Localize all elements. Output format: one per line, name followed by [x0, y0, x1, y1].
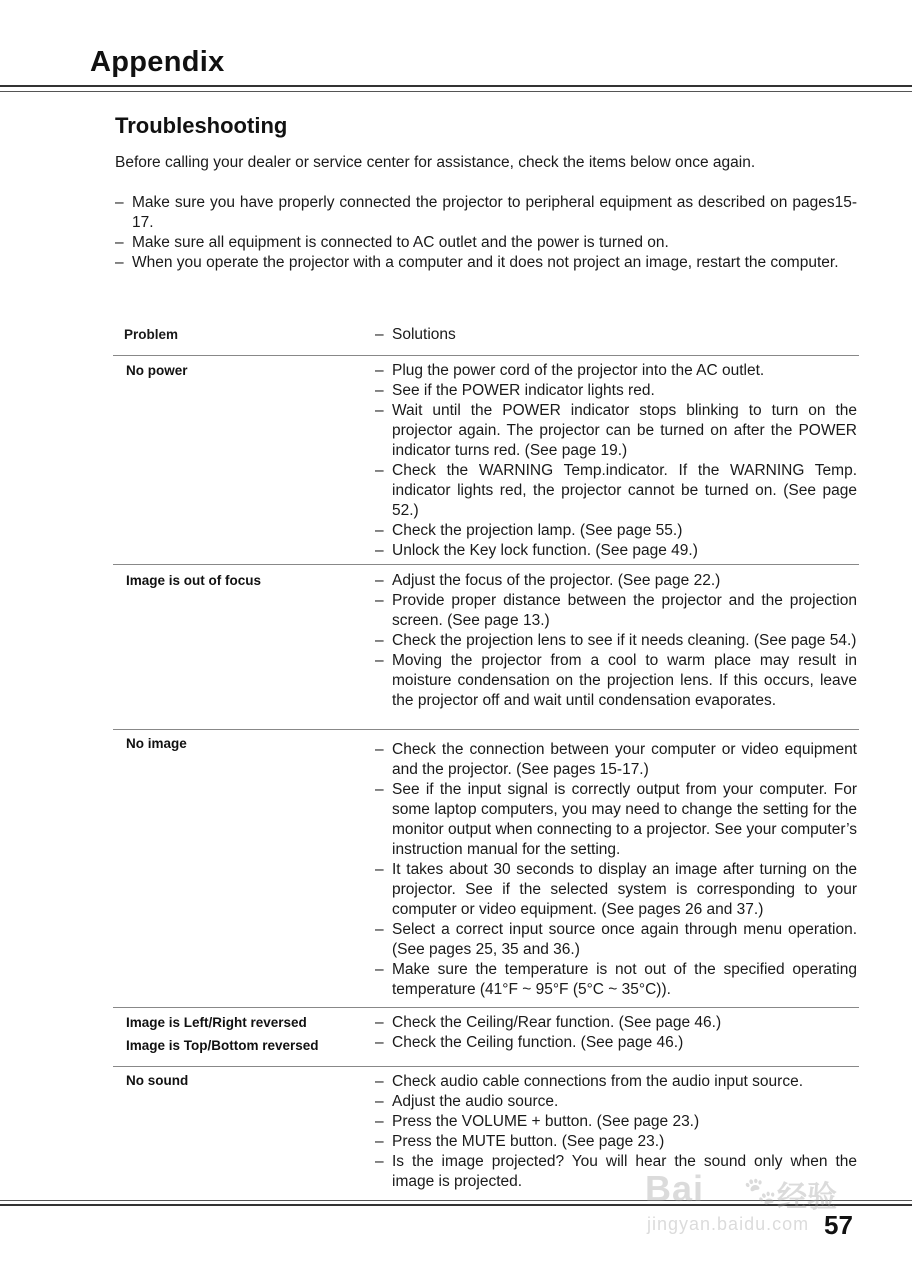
solution-item: – Wait until the POWER indicator stops blinking to turn on the projector again. The projector can be turned on after the POWER indicator turns red. (See page 19.) — [375, 402, 857, 459]
solutions-list — [375, 740, 857, 1000]
solutions-column-header — [375, 325, 857, 345]
watermark-logo: Bai — [645, 1168, 705, 1209]
precheck-text: When you operate the projector with a computer and it does not project an image, restart the computer. — [132, 254, 839, 271]
problem-label: Image is Top/Bottom reversed — [126, 1038, 319, 1053]
dash-mark: – — [375, 522, 384, 539]
solution-item: – Provide proper distance between the projector and the projection screen. (See page 13.) — [375, 592, 857, 629]
precheck-item — [115, 253, 857, 273]
dash-mark: – — [115, 194, 124, 211]
dash-mark: – — [375, 542, 384, 559]
precheck-item — [115, 233, 857, 253]
page-header-title: Appendix — [90, 46, 225, 78]
solution-item: – Plug the power cord of the projector into the AC outlet. — [375, 362, 765, 379]
solution-item: – It takes about 30 seconds to display an image after turning on the projector. See if the selected system is corresponding to your computer or video equipment. (See pages 26 and 37.) — [375, 861, 857, 918]
table-header-row — [113, 325, 859, 355]
dash-mark: – — [375, 1133, 384, 1150]
solution-item: – See if the POWER indicator lights red. — [375, 382, 655, 399]
solution-item: – Check the projection lens to see if it needs cleaning. (See page 54.) — [375, 632, 857, 649]
watermark-cn: 经验 — [777, 1181, 837, 1214]
dash-mark: – — [375, 632, 384, 649]
precheck-list — [115, 193, 857, 273]
header-rule-thick — [0, 85, 912, 87]
table-row — [113, 1007, 859, 1067]
problem-label: No image — [126, 736, 187, 751]
dash-mark: – — [375, 462, 384, 479]
dash-mark: – — [115, 254, 124, 271]
dash-mark: – — [375, 1093, 384, 1110]
table-row — [113, 729, 859, 1008]
problem-label: Image is Left/Right reversed — [126, 1015, 307, 1030]
dash-mark: – — [375, 861, 384, 878]
dash-mark: – — [375, 961, 384, 978]
dash-mark: – — [375, 1153, 384, 1170]
dash-mark: – — [375, 326, 384, 343]
dash-mark: – — [375, 1034, 384, 1051]
dash-mark: – — [375, 1073, 384, 1090]
dash-mark: – — [375, 592, 384, 609]
dash-mark: – — [375, 1113, 384, 1130]
solution-item: – Check the connection between your computer or video equipment and the projector. (See pages 15-17.) — [375, 741, 857, 778]
solutions-list — [375, 1072, 857, 1192]
solution-item: – Adjust the audio source. — [375, 1093, 559, 1110]
solutions-list — [375, 571, 857, 711]
problem-column-header: Problem — [124, 327, 179, 342]
solution-item: – Is the image projected? You will hear the sound only when the image is projected. — [375, 1153, 857, 1190]
solution-item: – Make sure the temperature is not out of the specified operating temperature (41°F ~ 95°F (5°C ~ 35°C)). — [375, 961, 857, 998]
dash-mark: – — [375, 402, 384, 419]
solutions-header-text: Solutions — [392, 326, 456, 343]
dash-mark: – — [375, 362, 384, 379]
solutions-list — [375, 361, 857, 561]
solution-item: – Check the WARNING Temp.indicator. If the WARNING Temp. indicator lights red, the projector cannot be turned on. (See page 52.) — [375, 462, 857, 519]
solution-item: – Check the projection lamp. (See page 55.) — [375, 522, 683, 539]
footer-rule-thin — [0, 1200, 912, 1201]
solution-item: – Unlock the Key lock function. (See page 49.) — [375, 542, 698, 559]
solution-item: – Press the VOLUME + button. (See page 23.) — [375, 1113, 700, 1130]
solution-item: – Check the Ceiling/Rear function. (See page 46.) — [375, 1014, 722, 1031]
intro-text: Before calling your dealer or service center for assistance, check the items below once again. — [115, 154, 756, 171]
solution-item: – See if the input signal is correctly output from your computer. For some laptop computers, you may need to change the setting for the monitor output when connecting to a projector. See your computer’s instruction manual for the setting. — [375, 781, 857, 858]
dash-mark: – — [375, 652, 384, 669]
solution-item: – Check audio cable connections from the audio input source. — [375, 1073, 803, 1090]
dash-mark: – — [375, 572, 384, 589]
table-row — [113, 564, 859, 729]
dash-mark: – — [375, 1014, 384, 1031]
problem-label: No sound — [126, 1073, 189, 1088]
solutions-list — [375, 1013, 857, 1053]
solution-item: – Moving the projector from a cool to warm place may result in moisture condensation on the projection lens. If this occurs, leave the projector off and wait until condensation evaporates. — [375, 652, 857, 709]
dash-mark: – — [115, 234, 124, 251]
solution-item: – Check the Ceiling function. (See page 46.) — [375, 1034, 684, 1051]
problem-label: No power — [126, 363, 188, 378]
dash-mark: – — [375, 741, 384, 758]
header-rule-thin — [0, 91, 912, 92]
table-row — [113, 355, 859, 564]
section-title: Troubleshooting — [115, 113, 288, 138]
footer-rule-thick — [0, 1204, 912, 1206]
solution-item: – Select a correct input source once again through menu operation. (See pages 25, 35 and 36.) — [375, 921, 857, 958]
page-number: 57 — [824, 1210, 853, 1240]
solution-item: – Adjust the focus of the projector. (See page 22.) — [375, 572, 721, 589]
precheck-item — [115, 193, 857, 233]
dash-mark: – — [375, 921, 384, 938]
precheck-text: Make sure you have properly connected the projector to peripheral equipment as described on pages15-17. — [132, 194, 857, 231]
precheck-text: Make sure all equipment is connected to AC outlet and the power is turned on. — [132, 234, 669, 251]
solution-item: – Press the MUTE button. (See page 23.) — [375, 1133, 665, 1150]
table-row — [113, 1066, 859, 1197]
watermark-url: jingyan.baidu.com — [647, 1214, 810, 1234]
paw-icon: 🐾︎ — [741, 1176, 780, 1209]
problem-label: Image is out of focus — [126, 573, 262, 588]
dash-mark: – — [375, 781, 384, 798]
dash-mark: – — [375, 382, 384, 399]
